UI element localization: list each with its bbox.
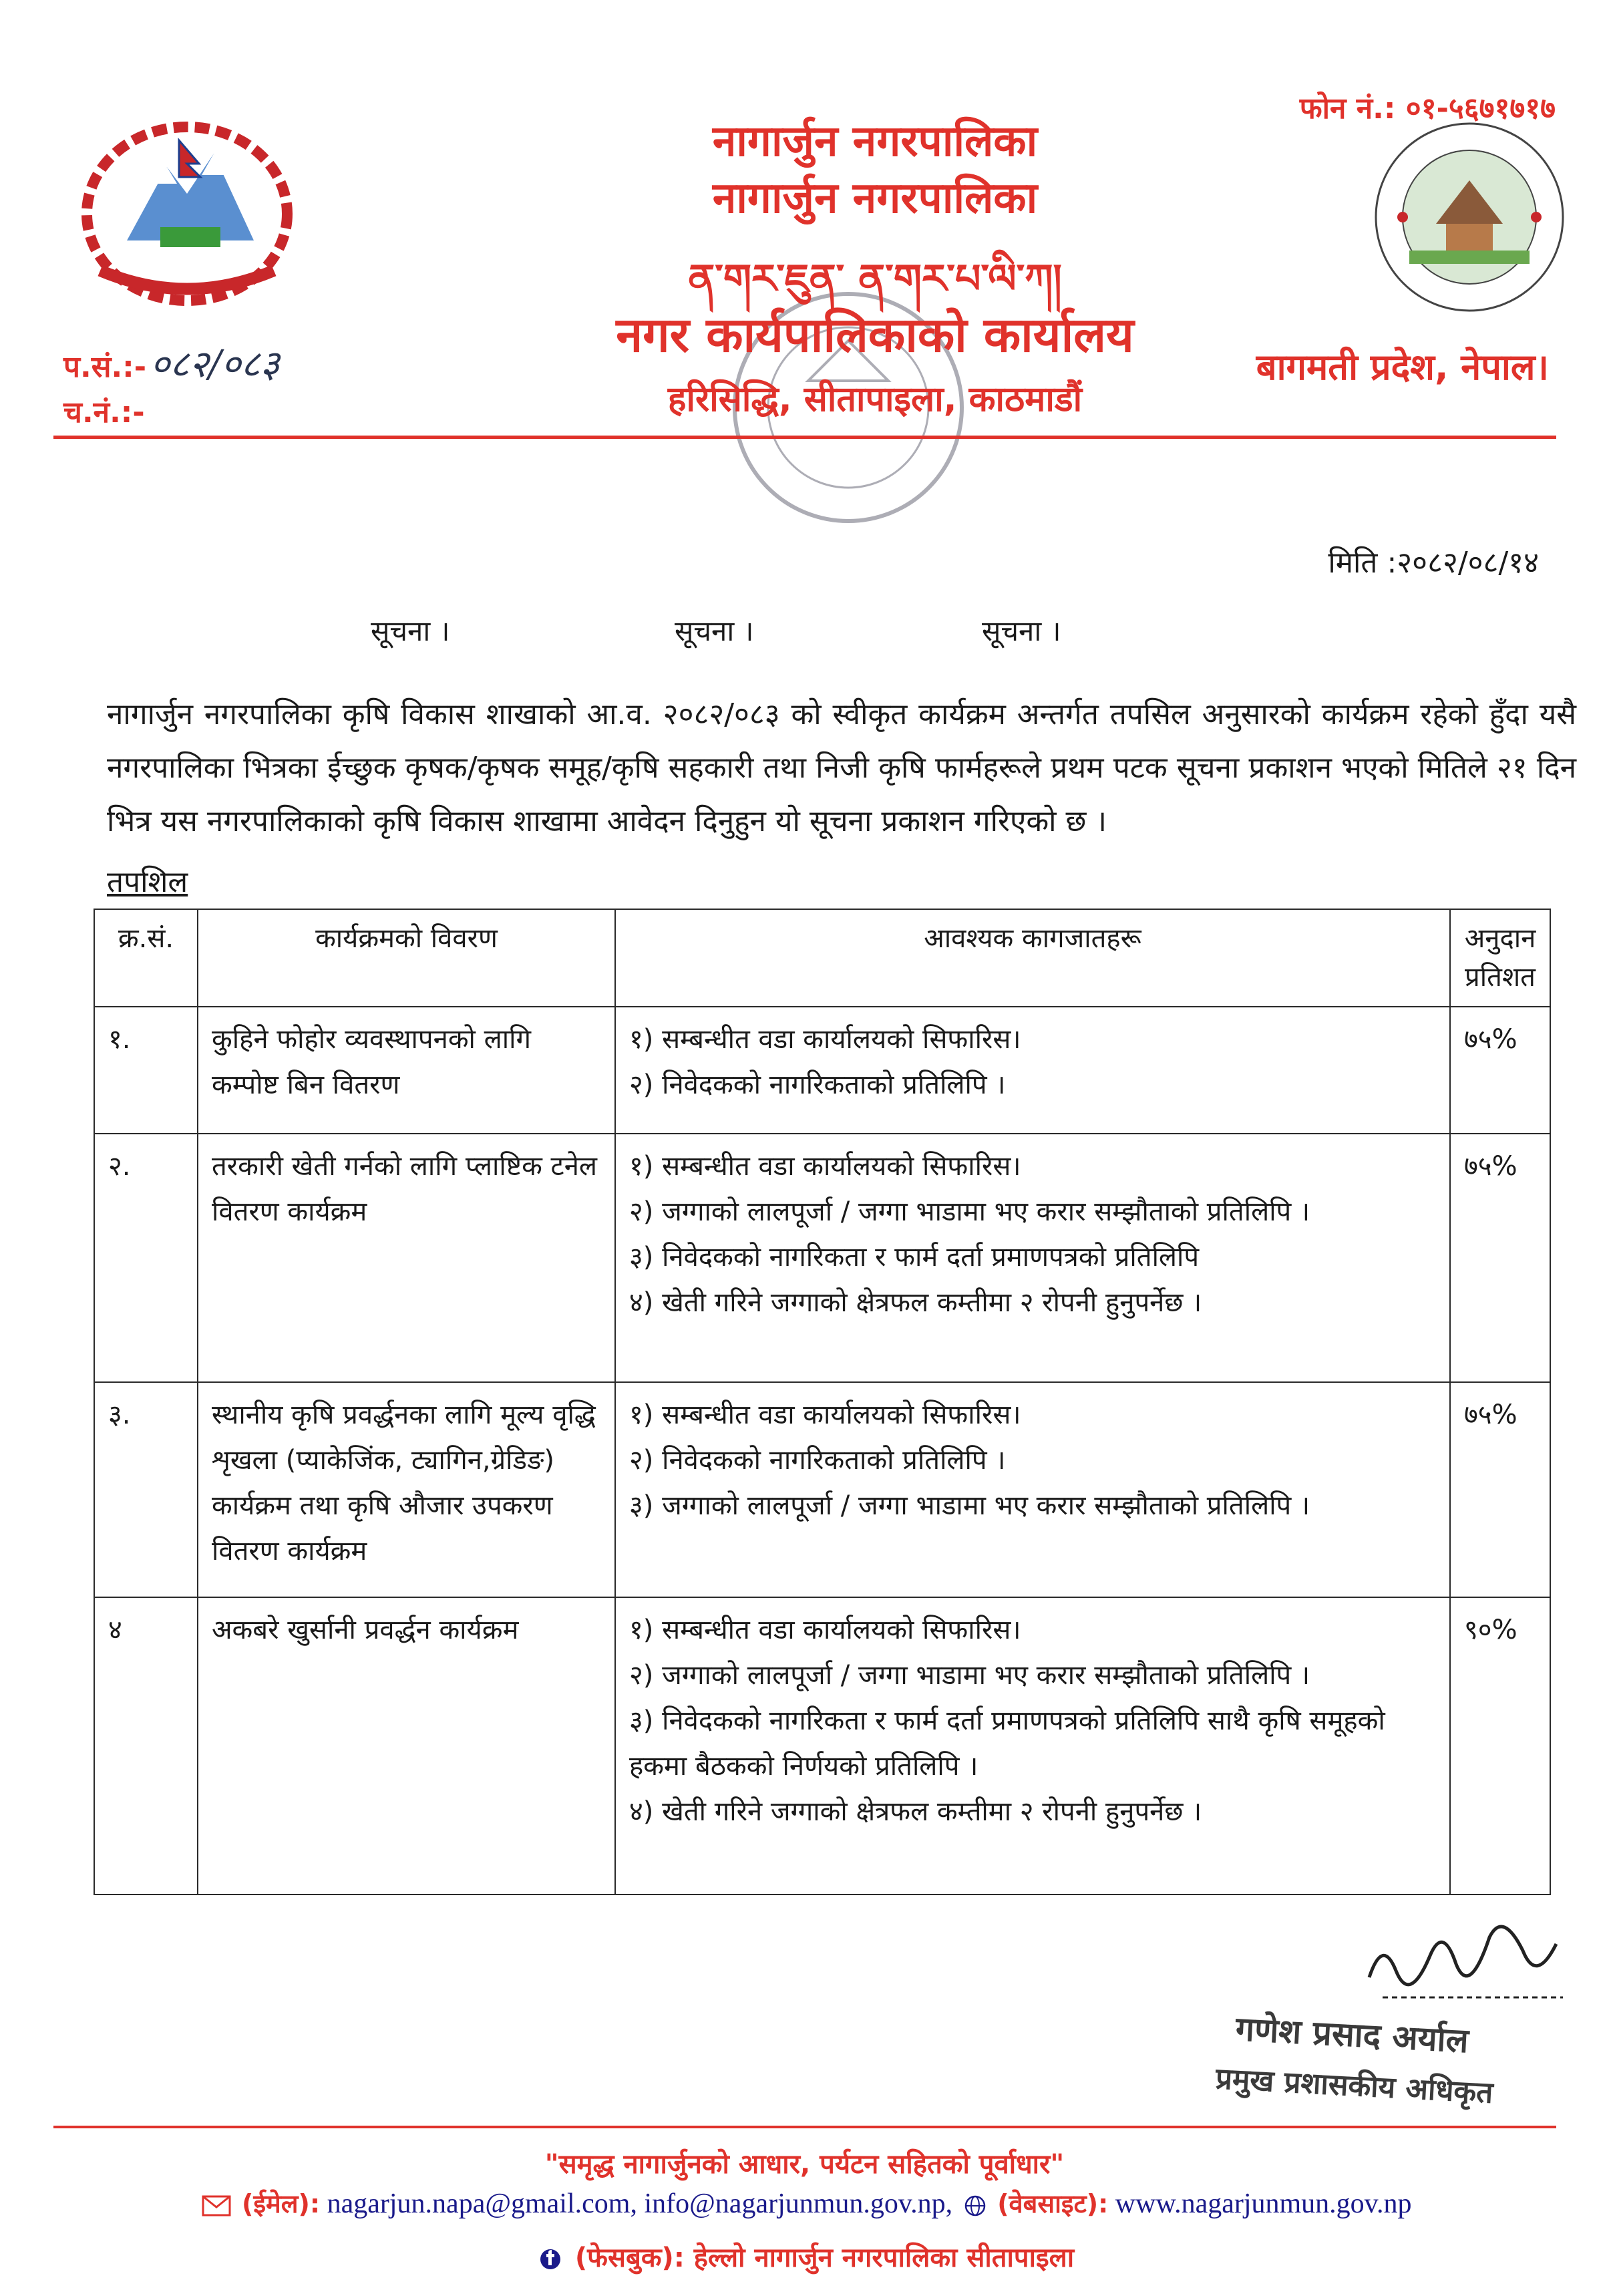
dispatch-number: च.नं.:-	[63, 395, 145, 430]
table-header-row	[94, 909, 1550, 1007]
nagarjun-municipality-logo-icon	[1369, 117, 1570, 317]
globe-icon	[964, 2194, 987, 2217]
table-row	[94, 1007, 1550, 1134]
signatory-name: गणेश प्रसाद अर्याल	[1234, 2009, 1470, 2061]
program-table	[94, 909, 1551, 1895]
facebook-label: (फेसबुक):	[574, 2243, 685, 2273]
row-documents	[615, 1007, 1450, 1134]
row-documents	[615, 1382, 1450, 1597]
header-subsidy: अनुदान प्रतिशत	[1450, 909, 1550, 1007]
row-sn: ३.	[94, 1382, 198, 1597]
row-subsidy: ७५%	[1450, 1007, 1550, 1134]
intro-paragraph: नागार्जुन नगरपालिका कृषि विकास शाखाको आ.व. २०८२/०८३ को स्वीकृत कार्यक्रम अन्तर्गत तपसिल अनुसारको कार्यक्रम रहेको हुँदा यसै नगरपालिका भित्रका ईच्छुक कृषक/कृषक समूह/कृषि सहकारी तथा निजी कृषि फार्महरूले प्रथम पटक सूचना प्रकाशन भएको मितिले २१ दिन भित्र यस नगरपालिकाको कृषि विकास शाखामा आवेदन दिनुहुन यो सूचना प्रकाशन गरिएको छ ।	[107, 697, 1576, 838]
province-label: बागमती प्रदेश, नेपाल।	[1256, 346, 1549, 388]
document-item: १) सम्बन्धीत वडा कार्यालयको सिफारिस।	[629, 1024, 1021, 1055]
footer-slogan: "समृद्ध नागार्जुनको आधार, पर्यटन सहितको पूर्वाधार"	[544, 2149, 1065, 2180]
row-subsidy: ७५%	[1450, 1134, 1550, 1382]
website-label: (वेबसाइट):	[997, 2189, 1109, 2219]
document-date: मिति :२०८२/०८/१४	[1328, 546, 1539, 580]
reference-number	[63, 337, 280, 388]
municipality-name-tibetan: ན་གར་ཇུན་ ན་གར་པ་ལི་ཀ།	[688, 256, 1062, 303]
header-divider	[53, 436, 1556, 439]
row-sn: ४	[94, 1597, 198, 1895]
phone-number: फोन नं.: ०१-५६७१७१७	[1299, 92, 1556, 126]
notice-heading-3: सूचना ।	[982, 615, 1061, 647]
document-item: २) निवेदकको नागरिकताको प्रतिलिपि ।	[629, 1070, 1006, 1100]
row-program: अकबरे खुर्सानी प्रवर्द्धन कार्यक्रम	[198, 1597, 615, 1895]
row-sn: १.	[94, 1007, 198, 1134]
document-item: २) जग्गाको लालपूर्जा / जग्गा भाडामा भए करार सम्झौताको प्रतिलिपि ।	[629, 1196, 1310, 1227]
footer-facebook-line	[0, 2238, 1609, 2275]
row-subsidy: ७५%	[1450, 1382, 1550, 1597]
row-program: तरकारी खेती गर्नको लागि प्लाष्टिक टनेल वितरण कार्यक्रम	[198, 1134, 615, 1382]
notice-heading-1: सूचना ।	[371, 615, 450, 647]
reference-value: ०८२/०८३	[150, 343, 280, 386]
row-documents	[615, 1597, 1450, 1895]
document-item: ३) निवेदकको नागरिकता र फार्म दर्ता प्रमाणपत्रको प्रतिलिपि	[629, 1242, 1200, 1273]
email-label: (ईमेल):	[242, 2189, 321, 2219]
table-row	[94, 1134, 1550, 1382]
row-subsidy: ९०%	[1450, 1597, 1550, 1895]
document-item: ३) निवेदकको नागरिकता र फार्म दर्ता प्रमाणपत्रको प्रतिलिपि साथै कृषि समूहको हकमा बैठकको निर्णयको प्रतिलिपि ।	[629, 1705, 1385, 1782]
header-program: कार्यक्रमको विवरण	[198, 909, 615, 1007]
office-title: नगर कार्यपालिकाको कार्यालय	[616, 307, 1134, 363]
document-item: १) सम्बन्धीत वडा कार्यालयको सिफारिस।	[629, 1615, 1021, 1645]
email-addresses[interactable]: nagarjun.napa@gmail.com, info@nagarjunmun.gov.np,	[327, 2188, 953, 2219]
table-row	[94, 1382, 1550, 1597]
website-link[interactable]: www.nagarjunmun.gov.np	[1115, 2188, 1412, 2219]
footer-contact-line	[0, 2186, 1609, 2221]
document-item: २) जग्गाको लालपूर्जा / जग्गा भाडामा भए करार सम्झौताको प्रतिलिपि ।	[629, 1660, 1310, 1691]
document-item: ४) खेती गरिने जग्गाको क्षेत्रफल कम्तीमा २ रोपनी हुनुपर्नेछ ।	[629, 1796, 1202, 1827]
row-documents	[615, 1134, 1450, 1382]
document-item: ३) जग्गाको लालपूर्जा / जग्गा भाडामा भए करार सम्झौताको प्रतिलिपि ।	[629, 1490, 1310, 1521]
header-sn: क्र.सं.	[94, 909, 198, 1007]
row-program: स्थानीय कृषि प्रवर्द्धनका लागि मूल्य वृद्धि शृखला (प्याकेजिंक, ट्यागिन,ग्रेडिङ) कार्यक्रम तथा कृषि औजार उपकरण वितरण कार्यक्रम	[198, 1382, 615, 1597]
signatory-title: प्रमुख प्रशासकीय अधिकृत	[1214, 2062, 1494, 2110]
document-item: ४) खेती गरिने जग्गाको क्षेत्रफल कम्तीमा २ रोपनी हुनुपर्नेछ ।	[629, 1287, 1202, 1318]
table-row	[94, 1597, 1550, 1895]
row-sn: २.	[94, 1134, 198, 1382]
handwritten-signature	[1356, 1897, 1576, 2017]
facebook-page[interactable]: हेल्लो नागार्जुन नगरपालिका सीतापाइला	[693, 2243, 1075, 2273]
document-item: १) सम्बन्धीत वडा कार्यालयको सिफारिस।	[629, 1151, 1021, 1182]
office-address: हरिसिद्धि, सीतापाइला, काठमाडौं	[667, 379, 1083, 420]
facebook-icon	[539, 2248, 562, 2271]
footer-divider	[53, 2126, 1556, 2128]
municipality-name-nepali: नागार्जुन नगरपालिका	[712, 117, 1038, 166]
row-program: कुहिने फोहोर व्यवस्थापनको लागि कम्पोष्ट बिन वितरण	[198, 1007, 615, 1134]
municipality-name-newari: नागार्जुन नगरपालिका	[712, 174, 1038, 223]
notice-heading-2: सूचना ।	[675, 615, 754, 647]
document-item: १) सम्बन्धीत वडा कार्यालयको सिफारिस।	[629, 1400, 1021, 1430]
details-heading: तपशिल	[107, 865, 188, 899]
nepal-government-emblem-icon	[60, 114, 314, 314]
document-item: २) निवेदकको नागरिकताको प्रतिलिपि ।	[629, 1445, 1006, 1476]
header-documents: आवश्यक कागजातहरू	[615, 909, 1450, 1007]
envelope-icon	[202, 2195, 231, 2217]
reference-label: प.सं.:-	[63, 350, 147, 384]
